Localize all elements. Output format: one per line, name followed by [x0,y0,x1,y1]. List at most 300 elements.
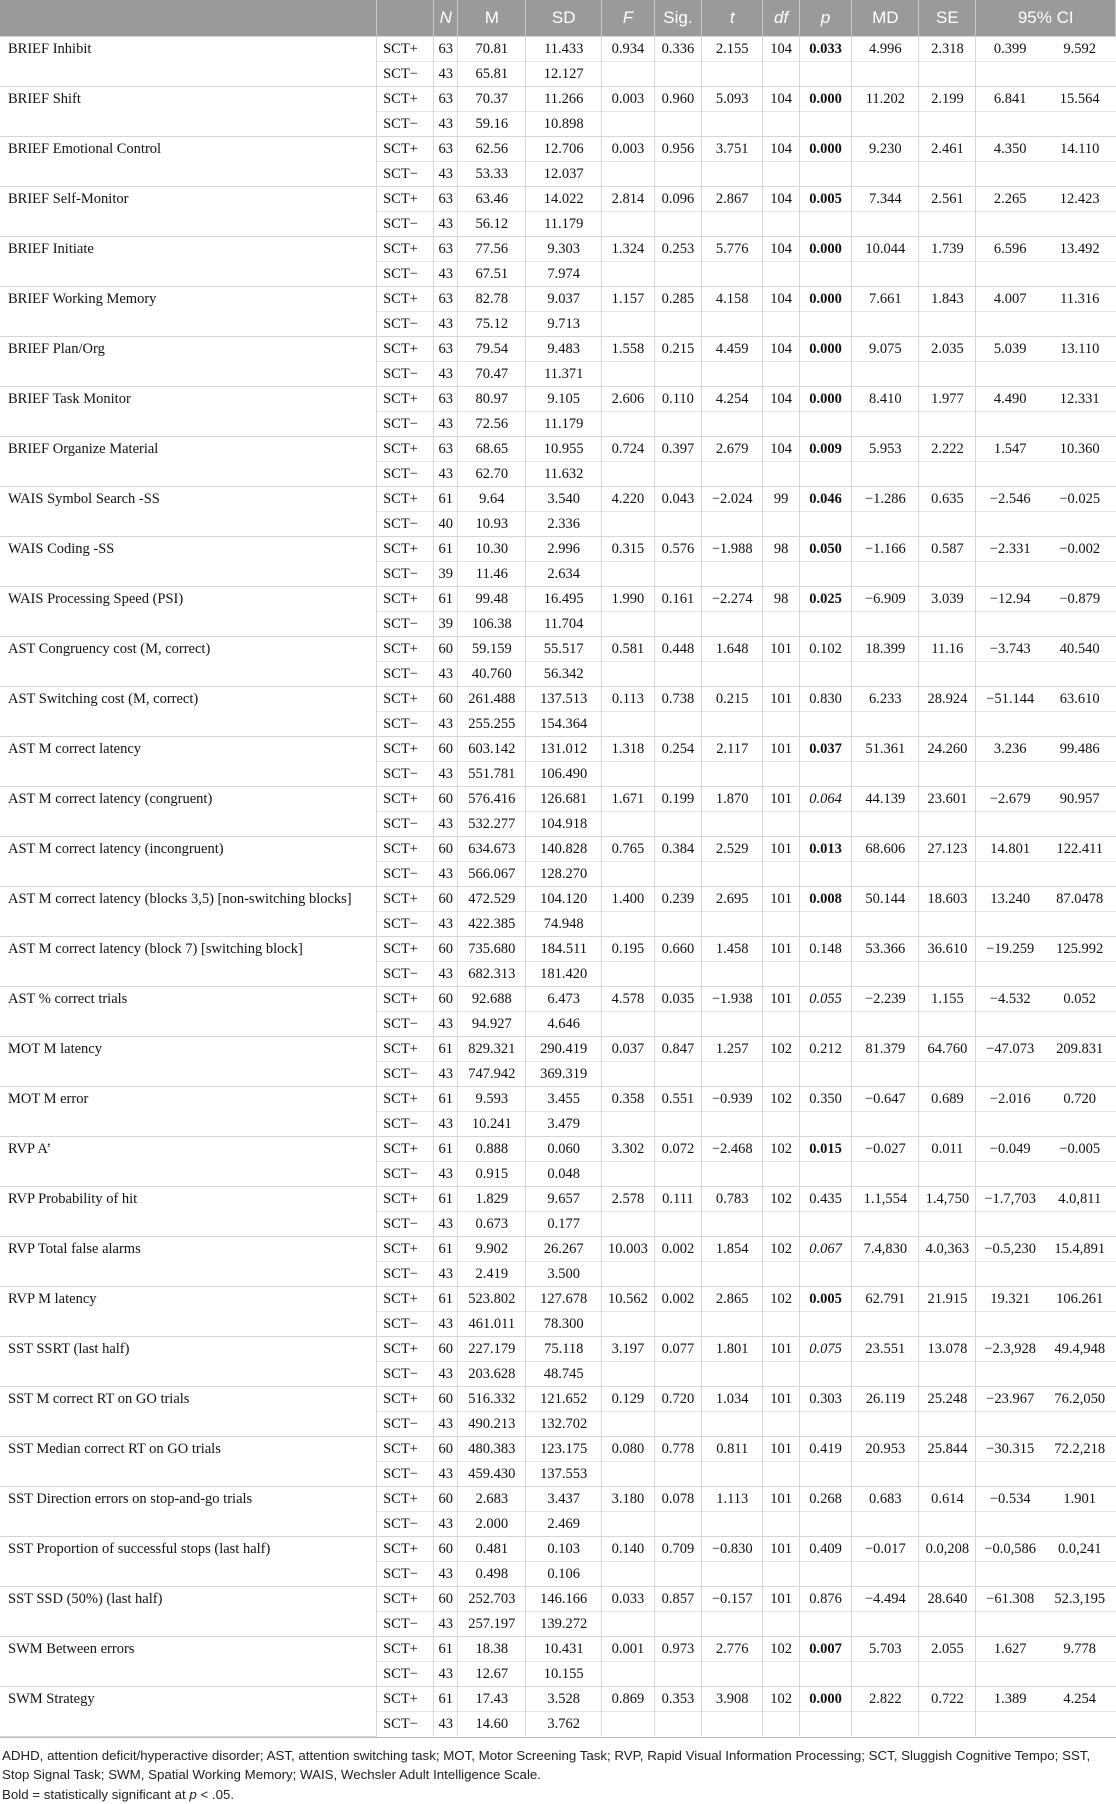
group-label: SCT+ [377,437,434,462]
sd-value: 9.105 [526,387,602,412]
ci-lower-value: −19.259 [976,937,1044,962]
group-label: SCT− [377,1462,434,1487]
md-value: −0.017 [852,1537,919,1562]
empty-cell [852,312,919,337]
ci-upper-value: 0.0,241 [1044,1537,1116,1562]
mean-value: 106.38 [458,612,526,637]
ci-upper-value: 125.992 [1044,937,1116,962]
sig-value: 0.239 [654,887,701,912]
n-value: 40 [434,512,458,537]
se-value: 28.640 [919,1587,976,1612]
mean-value: 12.67 [458,1662,526,1687]
se-value: 64.760 [919,1037,976,1062]
sig-value: 0.002 [654,1237,701,1262]
ci-upper-value: 15.564 [1044,87,1116,112]
md-value: 68.606 [852,837,919,862]
ci-lower-value: 3.236 [976,737,1044,762]
f-value: 0.358 [602,1087,655,1112]
empty-cell [654,312,701,337]
n-value: 43 [434,1062,458,1087]
sd-value: 12.037 [526,162,602,187]
sig-value: 0.043 [654,487,701,512]
group-label: SCT− [377,1512,434,1537]
group-label: SCT+ [377,1087,434,1112]
group-label: SCT+ [377,987,434,1012]
empty-cell [976,1162,1044,1187]
ci-upper-value: 4.254 [1044,1687,1116,1712]
header-f: F [602,0,655,37]
mean-value: 9.593 [458,1087,526,1112]
ci-lower-value: 6.596 [976,237,1044,262]
empty-cell [763,462,799,487]
table-row [0,387,1116,412]
se-value: 2.461 [919,137,976,162]
md-value: 5.953 [852,437,919,462]
abbreviations-note: ADHD, attention deficit/hyperactive disorder; AST, attention switching task; MOT, Motor Screening Task; RVP, Rapid Visual Information Processing; SCT, Sluggish Cognitive Tempo; SST, Stop Signal Task; SWM, Spatial Working Memory; WAIS, Wechsler Adult Intelligence Scale. [2,1746,1114,1785]
group-label: SCT+ [377,1337,434,1362]
empty-cell [919,812,976,837]
group-label: SCT+ [377,1537,434,1562]
empty-cell [702,1012,763,1037]
sig-value: 0.077 [654,1337,701,1362]
measure-label: SST Median correct RT on GO trials [0,1437,377,1487]
empty-cell [852,1162,919,1187]
t-value: 2.865 [702,1287,763,1312]
measure-label: AST Switching cost (M, correct) [0,687,377,737]
empty-cell [654,1212,701,1237]
md-value: −1.286 [852,487,919,512]
group-label: SCT+ [377,587,434,612]
sd-value: 11.704 [526,612,602,637]
ci-upper-value: 9.592 [1044,37,1116,62]
empty-cell [763,712,799,737]
empty-cell [799,612,852,637]
empty-cell [654,262,701,287]
header-t: t [702,0,763,37]
group-label: SCT− [377,1012,434,1037]
empty-cell [1044,912,1116,937]
empty-cell [852,512,919,537]
mean-value: 10.30 [458,537,526,562]
empty-cell [1044,1562,1116,1587]
n-value: 60 [434,1337,458,1362]
group-label: SCT− [377,1412,434,1437]
t-value: 2.155 [702,37,763,62]
ci-upper-value: 87.0478 [1044,887,1116,912]
ci-upper-value: 99.486 [1044,737,1116,762]
group-label: SCT− [377,1712,434,1737]
ci-lower-value: 1.547 [976,437,1044,462]
p-value: 0.046 [799,487,852,512]
n-value: 61 [434,1237,458,1262]
empty-cell [799,1662,852,1687]
se-value: 24.260 [919,737,976,762]
ci-lower-value: 13.240 [976,887,1044,912]
empty-cell [702,1662,763,1687]
empty-cell [976,312,1044,337]
mean-value: 603.142 [458,737,526,762]
n-value: 43 [434,462,458,487]
empty-cell [763,1562,799,1587]
df-value: 104 [763,37,799,62]
ci-upper-value: 9.778 [1044,1637,1116,1662]
empty-cell [702,1312,763,1337]
empty-cell [763,912,799,937]
ci-lower-value: −2.016 [976,1087,1044,1112]
md-value: 18.399 [852,637,919,662]
group-label: SCT− [377,662,434,687]
empty-cell [976,562,1044,587]
ci-upper-value: 4.0,811 [1044,1187,1116,1212]
n-value: 60 [434,737,458,762]
empty-cell [976,1462,1044,1487]
f-value: 1.558 [602,337,655,362]
f-value: 3.197 [602,1337,655,1362]
t-value: −0.830 [702,1537,763,1562]
sig-value: 0.956 [654,137,701,162]
empty-cell [799,262,852,287]
sd-value: 11.179 [526,412,602,437]
sd-value: 184.511 [526,937,602,962]
se-value: 11.16 [919,637,976,662]
group-label: SCT− [377,1212,434,1237]
empty-cell [654,912,701,937]
sd-value: 106.490 [526,762,602,787]
sd-value: 9.303 [526,237,602,262]
sd-value: 56.342 [526,662,602,687]
se-value: 2.318 [919,37,976,62]
md-value: 23.551 [852,1337,919,1362]
table-row [0,537,1116,562]
se-value: 1.4,750 [919,1187,976,1212]
group-label: SCT− [377,912,434,937]
md-value: 20.953 [852,1437,919,1462]
empty-cell [763,1262,799,1287]
empty-cell [702,712,763,737]
empty-cell [799,462,852,487]
f-value: 1.157 [602,287,655,312]
empty-cell [702,912,763,937]
se-value: 1.843 [919,287,976,312]
empty-cell [976,1212,1044,1237]
empty-cell [654,1562,701,1587]
empty-cell [919,162,976,187]
empty-cell [1044,212,1116,237]
md-value: 1.1,554 [852,1187,919,1212]
t-value: 4.459 [702,337,763,362]
empty-cell [799,1212,852,1237]
empty-cell [976,262,1044,287]
sd-value: 10.155 [526,1662,602,1687]
se-value: 1.977 [919,387,976,412]
group-label: SCT− [377,62,434,87]
sd-value: 131.012 [526,737,602,762]
empty-cell [602,712,655,737]
empty-cell [976,362,1044,387]
n-value: 43 [434,812,458,837]
mean-value: 551.781 [458,762,526,787]
df-value: 104 [763,237,799,262]
group-label: SCT− [377,312,434,337]
ci-lower-value: 4.490 [976,387,1044,412]
df-value: 104 [763,437,799,462]
empty-cell [799,412,852,437]
measure-label: RVP M latency [0,1287,377,1337]
sd-value: 26.267 [526,1237,602,1262]
se-value: 25.844 [919,1437,976,1462]
mean-value: 99.48 [458,587,526,612]
sd-value: 9.713 [526,312,602,337]
empty-cell [1044,1112,1116,1137]
n-value: 43 [434,162,458,187]
empty-cell [763,1162,799,1187]
p-value: 0.037 [799,737,852,762]
p-value: 0.830 [799,687,852,712]
sd-value: 128.270 [526,862,602,887]
table-row [0,637,1116,662]
empty-cell [702,62,763,87]
df-value: 102 [763,1237,799,1262]
n-value: 61 [434,1037,458,1062]
table-row [0,1537,1116,1562]
n-value: 43 [434,62,458,87]
df-value: 101 [763,837,799,862]
md-value: 4.996 [852,37,919,62]
empty-cell [919,1162,976,1187]
sd-value: 369.319 [526,1062,602,1087]
ci-upper-value: −0.005 [1044,1137,1116,1162]
sd-value: 3.455 [526,1087,602,1112]
table-row [0,1287,1116,1312]
ci-upper-value: 13.110 [1044,337,1116,362]
md-value: 10.044 [852,237,919,262]
md-value: 7.344 [852,187,919,212]
empty-cell [852,1562,919,1587]
measure-label: SWM Between errors [0,1637,377,1687]
empty-cell [1044,1212,1116,1237]
f-value: 0.581 [602,637,655,662]
sd-value: 9.657 [526,1187,602,1212]
t-value: −2.274 [702,587,763,612]
mean-value: 75.12 [458,312,526,337]
header-df: df [763,0,799,37]
ci-lower-value: 4.350 [976,137,1044,162]
empty-cell [602,1312,655,1337]
group-label: SCT− [377,862,434,887]
f-value: 1.990 [602,587,655,612]
ci-upper-value: 90.957 [1044,787,1116,812]
group-label: SCT+ [377,287,434,312]
f-value: 0.869 [602,1687,655,1712]
measure-label: BRIEF Task Monitor [0,387,377,437]
n-value: 63 [434,87,458,112]
header-p: p [799,0,852,37]
t-value: 0.811 [702,1437,763,1462]
sd-value: 140.828 [526,837,602,862]
t-value: 1.113 [702,1487,763,1512]
p-value: 0.009 [799,437,852,462]
sd-value: 11.371 [526,362,602,387]
empty-cell [654,1062,701,1087]
empty-cell [763,862,799,887]
n-value: 39 [434,612,458,637]
empty-cell [702,812,763,837]
ci-upper-value: 49.4,948 [1044,1337,1116,1362]
t-value: 2.529 [702,837,763,862]
f-value: 1.318 [602,737,655,762]
md-value: −0.027 [852,1137,919,1162]
sd-value: 10.898 [526,112,602,137]
se-value: 36.610 [919,937,976,962]
df-value: 101 [763,1387,799,1412]
empty-cell [654,1312,701,1337]
sig-value: 0.161 [654,587,701,612]
mean-value: 0.481 [458,1537,526,1562]
group-label: SCT+ [377,787,434,812]
measure-label: WAIS Processing Speed (PSI) [0,587,377,637]
df-value: 101 [763,937,799,962]
p-value: 0.000 [799,237,852,262]
empty-cell [799,712,852,737]
empty-cell [1044,1412,1116,1437]
table-row [0,1637,1116,1662]
significance-note-p: p [189,1787,196,1802]
group-label: SCT− [377,562,434,587]
empty-cell [654,412,701,437]
group-label: SCT+ [377,637,434,662]
empty-cell [976,1712,1044,1737]
t-value: 1.257 [702,1037,763,1062]
empty-cell [763,962,799,987]
ci-lower-value: 1.389 [976,1687,1044,1712]
ci-upper-value: −0.002 [1044,537,1116,562]
p-value: 0.268 [799,1487,852,1512]
empty-cell [763,1362,799,1387]
header-mean: M [458,0,526,37]
f-value: 10.562 [602,1287,655,1312]
sd-value: 10.431 [526,1637,602,1662]
sd-value: 2.336 [526,512,602,537]
empty-cell [976,1512,1044,1537]
se-value: 0.722 [919,1687,976,1712]
table-row [0,437,1116,462]
table-row [0,1387,1116,1412]
mean-value: 634.673 [458,837,526,862]
empty-cell [976,212,1044,237]
empty-cell [654,1112,701,1137]
empty-cell [654,1712,701,1737]
group-label: SCT+ [377,387,434,412]
empty-cell [799,1262,852,1287]
df-value: 101 [763,1437,799,1462]
empty-cell [976,1562,1044,1587]
ci-upper-value: 11.316 [1044,287,1116,312]
mean-value: 82.78 [458,287,526,312]
measure-label: AST M correct latency [0,737,377,787]
ci-lower-value: 19.321 [976,1287,1044,1312]
group-label: SCT− [377,1262,434,1287]
sig-value: 0.096 [654,187,701,212]
group-label: SCT+ [377,1587,434,1612]
group-label: SCT+ [377,1437,434,1462]
t-value: −1.988 [702,537,763,562]
empty-cell [852,62,919,87]
empty-cell [919,862,976,887]
sd-value: 55.517 [526,637,602,662]
p-value: 0.419 [799,1437,852,1462]
empty-cell [852,662,919,687]
empty-cell [799,62,852,87]
p-value: 0.000 [799,287,852,312]
empty-cell [763,212,799,237]
empty-cell [602,762,655,787]
header-md: MD [852,0,919,37]
n-value: 60 [434,937,458,962]
table-row [0,1237,1116,1262]
empty-cell [919,212,976,237]
empty-cell [852,1612,919,1637]
p-value: 0.007 [799,1637,852,1662]
se-value: 0.689 [919,1087,976,1112]
empty-cell [763,1112,799,1137]
df-value: 102 [763,1687,799,1712]
empty-cell [602,662,655,687]
group-label: SCT+ [377,337,434,362]
sd-value: 2.996 [526,537,602,562]
sig-value: 0.072 [654,1137,701,1162]
n-value: 60 [434,687,458,712]
group-label: SCT+ [377,237,434,262]
empty-cell [602,1112,655,1137]
group-label: SCT− [377,1662,434,1687]
n-value: 61 [434,1187,458,1212]
p-value: 0.013 [799,837,852,862]
ci-lower-value: −30.315 [976,1437,1044,1462]
mean-value: 40.760 [458,662,526,687]
empty-cell [1044,412,1116,437]
ci-lower-value: 14.801 [976,837,1044,862]
empty-cell [654,1362,701,1387]
n-value: 43 [434,1162,458,1187]
n-value: 61 [434,587,458,612]
df-value: 98 [763,537,799,562]
empty-cell [1044,962,1116,987]
empty-cell [602,1162,655,1187]
mean-value: 255.255 [458,712,526,737]
md-value: 5.703 [852,1637,919,1662]
n-value: 43 [434,962,458,987]
n-value: 63 [434,337,458,362]
empty-cell [852,962,919,987]
t-value: −2.468 [702,1137,763,1162]
empty-cell [1044,1462,1116,1487]
group-label: SCT− [377,512,434,537]
empty-cell [976,1062,1044,1087]
se-value: 0.587 [919,537,976,562]
md-value: −1.166 [852,537,919,562]
ci-upper-value: 209.831 [1044,1037,1116,1062]
group-label: SCT− [377,412,434,437]
mean-value: 252.703 [458,1587,526,1612]
mean-value: 9.902 [458,1237,526,1262]
table-header-row [0,0,1116,37]
sd-value: 181.420 [526,962,602,987]
n-value: 43 [434,1262,458,1287]
empty-cell [799,812,852,837]
group-label: SCT+ [377,837,434,862]
p-value: 0.025 [799,587,852,612]
empty-cell [1044,512,1116,537]
